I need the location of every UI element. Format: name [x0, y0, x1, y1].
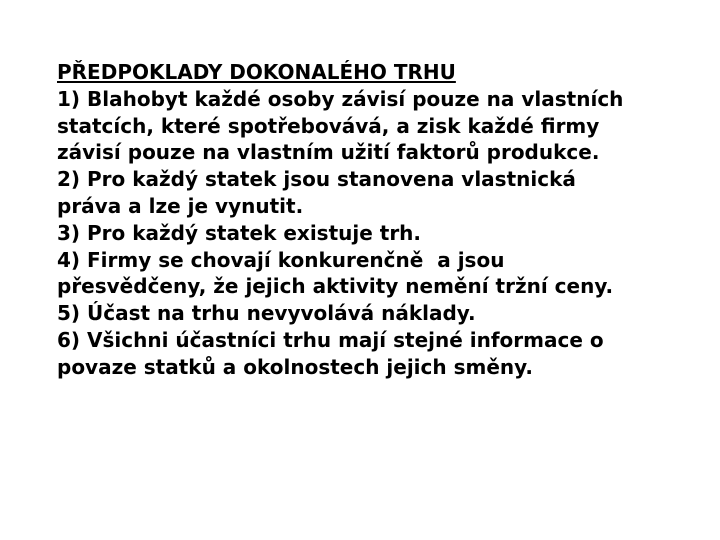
text-line-9: 5) Účast na trhu nevyvolává náklady. [57, 301, 476, 326]
slide-text-body [57, 59, 677, 381]
text-line-10: 6) Všichni účastníci trhu mají stejné informace o [57, 327, 604, 352]
text-line-5: práva a lze je vynutit. [57, 193, 304, 218]
text-line-11: povaze statků a okolnostech jejich směny. [57, 354, 533, 379]
text-line-6: 3) Pro každý statek existuje trh. [57, 220, 422, 245]
text-line-7: 4) Firmy se chovají konkurenčně a jsou [57, 247, 505, 272]
text-line-8: přesvědčeny, že jejich aktivity nemění tržní ceny. [57, 274, 614, 299]
text-line-3: závisí pouze na vlastním užití faktorů produkce. [57, 140, 600, 165]
text-line-4: 2) Pro každý statek jsou stanovena vlastnická [57, 167, 576, 192]
text-line-2: statcích, které spotřebovává, a zisk každé firmy [57, 113, 600, 138]
text-line-1: 1) Blahobyt každé osoby závisí pouze na vlastních [57, 86, 624, 111]
slide-title: PŘEDPOKLADY DOKONALÉHO TRHU [57, 60, 456, 84]
